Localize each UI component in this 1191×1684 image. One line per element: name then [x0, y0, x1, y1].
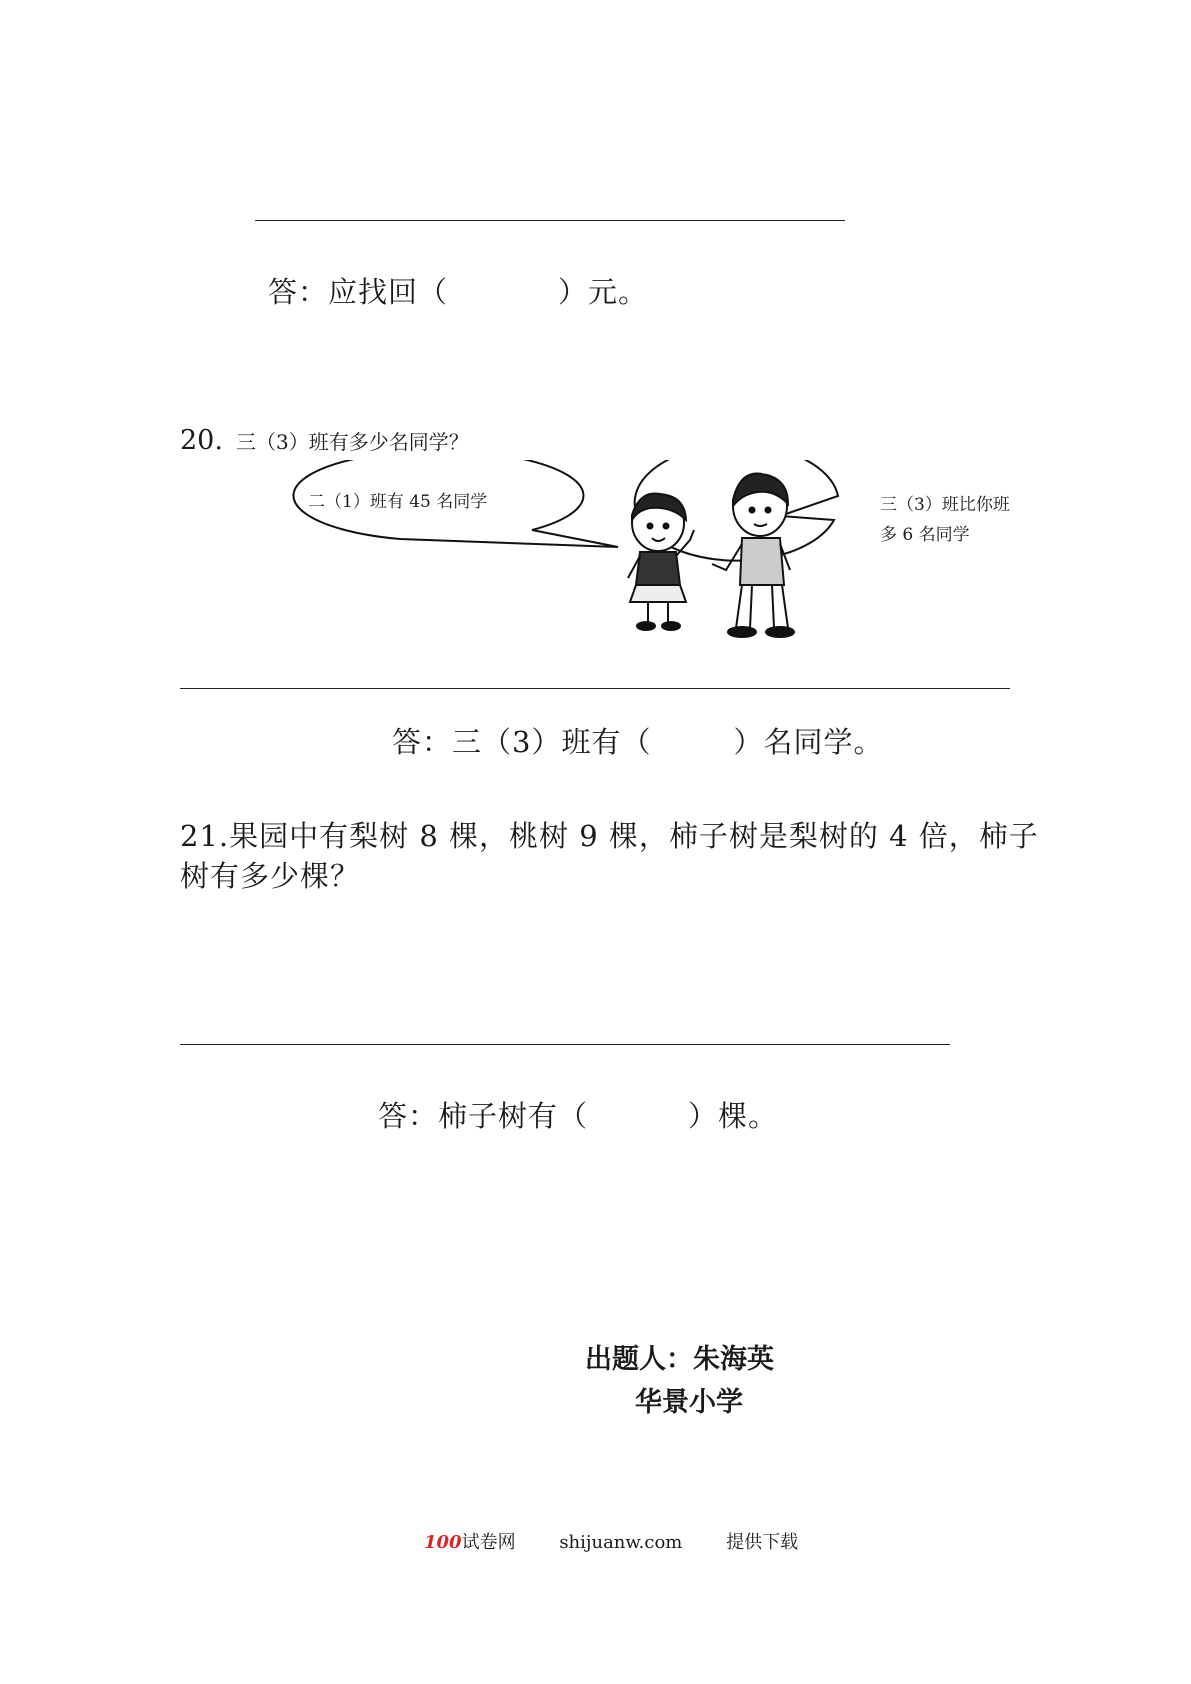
q21-line1: 21.果园中有梨树 8 棵，桃树 9 棵，柿子树是梨树的 4 倍，柿子 — [180, 819, 1039, 853]
q19-answer — [268, 270, 648, 311]
q21-answer-prefix: 答：柿子树有（ — [378, 1099, 589, 1133]
bubble-right-line2: 多 6 名同学 — [880, 525, 970, 545]
q20-heading — [180, 425, 469, 456]
q19-answer-line — [255, 220, 845, 221]
footer — [424, 1528, 798, 1554]
q21-answer — [378, 1094, 778, 1135]
q20-answer-suffix: ）名同学。 — [733, 725, 884, 759]
q19-answer-suffix: ）元。 — [558, 275, 649, 309]
author-school: 华景小学 — [635, 1387, 743, 1418]
q21-line2: 树有多少棵？ — [180, 859, 361, 893]
q20-number: 20. — [180, 425, 223, 456]
q21-answer-suffix: ）棵。 — [688, 1099, 779, 1133]
bubble-right-line1: 三（3）班比你班 — [880, 495, 1010, 515]
girl-figure — [628, 493, 694, 630]
site-url[interactable]: shijuanw.com — [559, 1532, 683, 1553]
q20-answer-line — [180, 688, 1010, 689]
q19-answer-prefix: 答：应找回（ — [268, 275, 449, 309]
author-label: 出题人：朱海英 — [585, 1344, 774, 1375]
site-logo: 100 — [424, 1532, 462, 1553]
q20-answer — [392, 720, 883, 761]
q20-illustration — [0, 460, 1191, 680]
q20-answer-prefix: 答：三（3）班有（ — [392, 725, 652, 759]
site-name: 试卷网 — [461, 1532, 516, 1553]
q21-answer-line — [180, 1044, 950, 1045]
q20-question: 三（3）班有多少名同学？ — [236, 430, 469, 454]
bubble-left-text: 二（1）班有 45 名同学 — [308, 492, 488, 512]
site-note: 提供下载 — [726, 1532, 799, 1553]
